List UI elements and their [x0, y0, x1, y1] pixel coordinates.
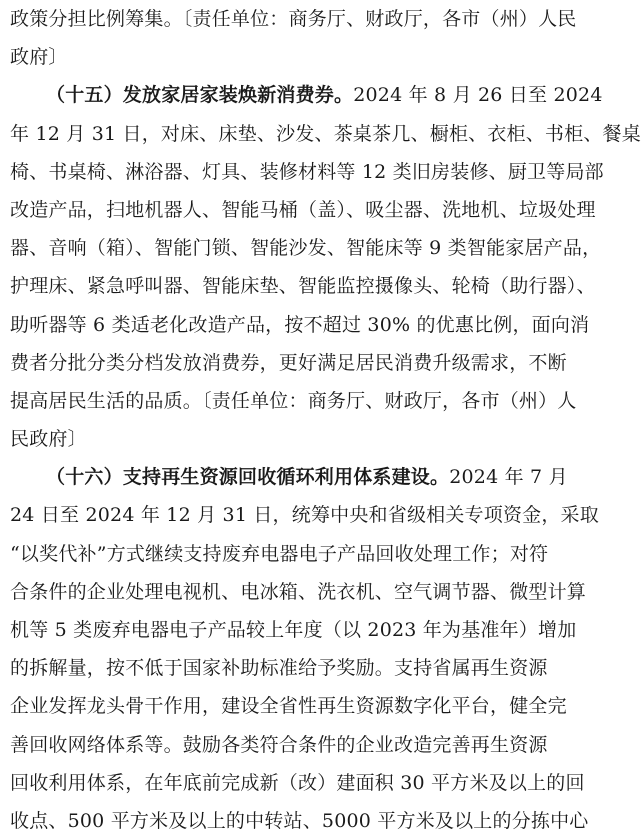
text-line: 助听器等 6 类适老化改造产品，按不超过 30% 的优惠比例，面向消: [10, 313, 590, 336]
text-line: 政府〕: [10, 46, 68, 69]
text-line: 回收利用体系，在年底前完成新（改）建面积 30 平方米及以上的回: [10, 771, 585, 794]
text-line: 收点、500 平方米及以上的中转站、5000 平方米及以上的分拣中心: [10, 809, 589, 832]
text-line: 年 12 月 31 日，对床、床垫、沙发、茶桌茶几、橱柜、衣柜、书柜、餐桌: [10, 122, 641, 145]
text-line: 24 日至 2024 年 12 月 31 日，统筹中央和省级相关专项资金，采取: [10, 504, 599, 527]
section-heading-line: [10, 76, 603, 114]
text-line: 民政府〕: [10, 428, 87, 451]
section-heading-15: （十五）发放家居家装焕新消费券。: [46, 84, 354, 107]
text-fragment: 2024 年 7 月: [449, 466, 568, 489]
text-line: 机等 5 类废弃电器电子产品较上年度（以 2023 年为基准年）增加: [10, 619, 577, 641]
text-line: 合条件的企业处理电视机、电冰箱、洗衣机、空气调节器、微型计算: [10, 580, 587, 603]
text-line: 的拆解量，按不低于国家补助标准给予奖励。支持省属再生资源: [10, 657, 548, 680]
section-heading-16: （十六）支持再生资源回收循环利用体系建设。: [46, 466, 450, 489]
text-line: 器、音响（箱）、智能门锁、智能沙发、智能床等 9 类智能家居产品，: [10, 237, 602, 260]
text-line: 椅、书桌椅、淋浴器、灯具、装修材料等 12 类旧房装修、厨卫等局部: [10, 160, 604, 183]
text-line: 善回收网络体系等。鼓励各类符合条件的企业改造完善再生资源: [10, 733, 548, 756]
text-line: “以奖代补”方式继续支持废弃电器电子产品回收处理工作；对符: [10, 542, 549, 565]
text-line: 改造产品，扫地机器人、智能马桶（盖）、吸尘器、洗地机、垃圾处理: [10, 198, 596, 221]
text-line: 政策分担比例筹集。〔责任单位：商务厅、财政厅，各市（州）人民: [10, 8, 577, 30]
text-line: 提高居民生活的品质。〔责任单位：商务厅、财政厅，各市（州）人: [10, 389, 577, 412]
section-heading-line: [10, 458, 568, 496]
text-line: 费者分批分类分档发放消费券，更好满足居民消费升级需求，不断: [10, 351, 567, 374]
text-line: 企业发挥龙头骨干作用，建设全省性再生资源数字化平台，健全完: [10, 695, 567, 718]
text-line: 护理床、紧急呼叫器、智能床垫、智能监控摄像头、轮椅（助行器）、: [10, 275, 596, 298]
document-page: [10, 0, 641, 840]
text-fragment: 2024 年 8 月 26 日至 2024: [353, 84, 603, 107]
